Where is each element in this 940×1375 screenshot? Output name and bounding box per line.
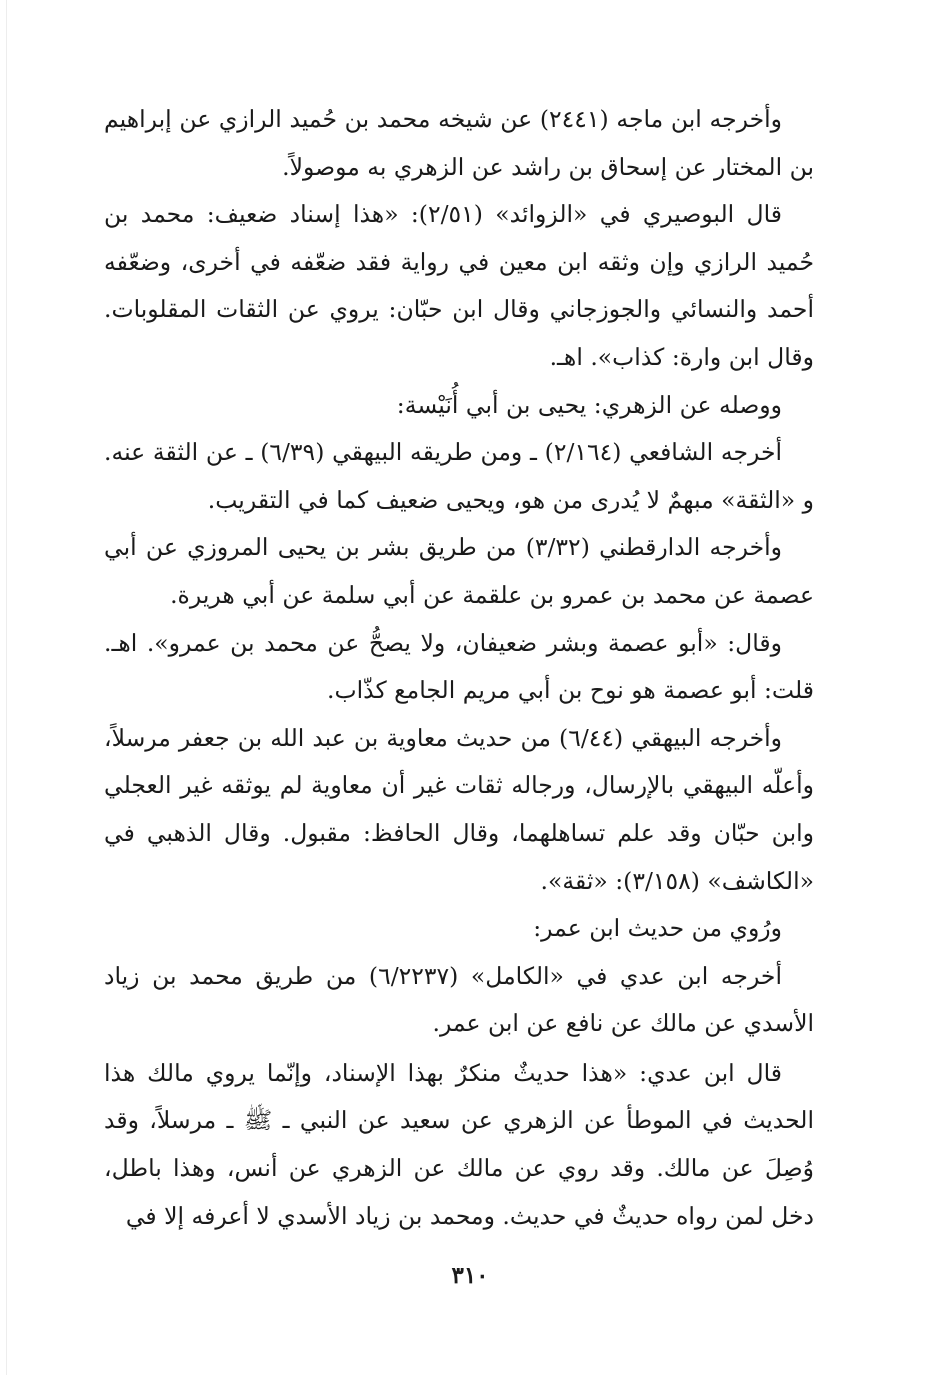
paragraph-ibn-umar-heading: ورُوي من حديث ابن عمر: <box>533 914 782 943</box>
paragraph-daraqutni: وأخرجه الدارقطني (٣/٣٢) من طريق بشر بن يحيى المروزي عن أبي عصمة عن محمد بن عمرو بن علقمة عن أبي سلمة عن أبي هريرة. <box>104 533 814 609</box>
paragraph-ibn-adi-quote: قال ابن عدي: «هذا حديثٌ منكرٌ بهذا الإسناد، وإنّما يروي مالك هذا الحديث في الموطأ عن الزهري عن سعيد عن النبي ـ ﷺ ـ مرسلاً، وقد وُصِلَ عن مالك. وقد روي عن مالك عن الزهري عن أنس، وهذا باطل، دخل لمن رواه حديثٌ في حديث. ومحمد بن زياد الأسدي لا أعرفه إلا في <box>104 1058 814 1230</box>
paragraph-ibn-adi-kamil: أخرجه ابن عدي في «الكامل» (٦/٢٢٣٧) من طريق محمد بن زياد الأسدي عن مالك عن نافع عن ابن عمر. <box>104 961 814 1038</box>
scan-edge-line <box>6 0 7 1375</box>
paragraph-ibn-majah: وأخرجه ابن ماجه (٢٤٤١) عن شيخه محمد بن حُميد الرازي عن إبراهيم بن المختار عن إسحاق بن راشد عن الزهري به موصولاً. <box>104 105 814 181</box>
paragraph-bayhaqi: وأخرجه البيهقي (٦/٤٤) من حديث معاوية بن عبد الله بن جعفر مرسلاً، وأعلّه البيهقي بالإرسال، ورجاله ثقات غير أن معاوية لم يوثقه غير العجلي وابن حبّان وقد علم تساهلهما، وقال الحافظ: مقبول. وقال الذهبي في «الكاشف» (٣/١٥٨): «ثقة». <box>104 723 814 895</box>
body-text <box>104 96 814 1240</box>
paragraph-yahya-connection: ووصله عن الزهري: يحيى بن أبي أُنَيْسة: <box>396 390 782 419</box>
paragraph-abu-ismah: وقال: «أبو عصمة وبشر ضعيفان، ولا يصحُّ عن محمد بن عمرو». اهـ. قلت: أبو عصمة هو نوح بن أبي مريم الجامع كذّاب. <box>104 628 814 705</box>
page-number: ٣١٠ <box>451 1262 489 1289</box>
paragraph-shafii: أخرجه الشافعي (٢/١٦٤) ـ ومن طريقه البيهقي (٦/٣٩) ـ عن الثقة عنه. و «الثقة» مبهمٌ لا يُدرى من هو، ويحيى ضعيف كما في التقريب. <box>104 438 814 514</box>
paragraph-busiri: قال البوصيري في «الزوائد» (٢/٥١): «هذا إسناد ضعيف: محمد بن حُميد الرازي وإن وثقه ابن معين في رواية فقد ضعّفه في أخرى، وضعّفه أحمد والنسائي والجوزجاني وقال ابن حبّان: يروي عن الثقات المقلوبات. وقال ابن وارة: كذاب». اهـ. <box>104 200 814 371</box>
